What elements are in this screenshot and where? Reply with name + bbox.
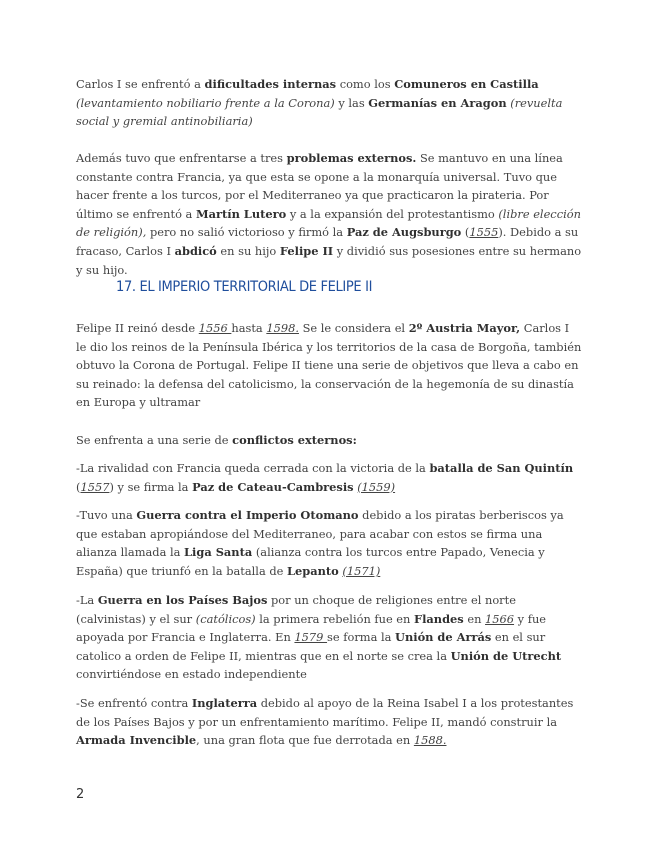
- italic-note: (católicos): [195, 611, 256, 626]
- page-number: 2: [76, 787, 85, 802]
- bold-term: dificultades internas: [204, 77, 337, 91]
- paragraph-england: [76, 694, 582, 750]
- paragraph-low-countries: [76, 591, 582, 684]
- text-run: Carlos I se enfrentó a: [76, 77, 205, 91]
- bold-term: Felipe II: [279, 243, 334, 258]
- date-link: 1555: [469, 225, 499, 240]
- date-link: 1566: [485, 611, 515, 626]
- bold-term: Liga Santa: [184, 545, 253, 560]
- bold-term: Germanías en Aragon: [368, 95, 507, 110]
- italic-note: (levantamiento nobiliario frente a la Corona): [76, 95, 335, 110]
- date-link: (1559): [357, 479, 396, 494]
- text-run: Se enfrenta a una serie de: [76, 433, 233, 447]
- bold-term: Martín Lutero: [195, 206, 287, 221]
- text-run: Felipe II reinó desde: [76, 321, 199, 335]
- paragraph-external-problems: [76, 149, 582, 279]
- italic-note: (libre elección de religión),: [76, 206, 581, 240]
- text-run: y fue apoyada por Francia e Inglaterra. En: [76, 611, 547, 645]
- date-link: 1598.: [266, 321, 299, 335]
- text-run: hasta: [231, 321, 267, 335]
- paragraph-internal-difficulties: [76, 75, 582, 131]
- text-run: Se le considera el: [298, 321, 409, 335]
- bold-term: batalla de San Quintín: [429, 461, 574, 475]
- date-link: 1557: [80, 479, 110, 494]
- text-run: (alianza contra los turcos entre Papado, Venecia y España) que triunfó en la batalla de: [76, 545, 545, 578]
- text-run: en el sur catolico a orden de Felipe II, mientras que en el norte se crea la: [76, 630, 546, 663]
- bold-term: Unión de Arrás: [395, 630, 492, 645]
- section-heading: 17. EL IMPERIO TERRITORIAL DE FELIPE II: [116, 279, 373, 295]
- bold-term: Paz de Cateau-Cambresis: [192, 479, 354, 494]
- paragraph-ottoman: [76, 506, 582, 580]
- bold-term: Guerra contra el Imperio Otomano: [136, 508, 359, 522]
- text-run: (: [461, 225, 470, 240]
- text-run: pero no salió victorioso y firmó la: [146, 225, 347, 240]
- date-link: (1571): [342, 563, 381, 578]
- text-run: como los: [336, 77, 395, 91]
- text-run: por un choque de religiones entre el norte (calvinistas) y el sur: [76, 593, 516, 626]
- text-run: ). Debido a su fracaso, Carlos I: [76, 225, 579, 258]
- date-link: 1556: [198, 321, 232, 335]
- date-link: 1588.: [413, 733, 447, 748]
- text-run: Además tuvo que enfrentarse a tres: [76, 151, 287, 165]
- text-run: en: [463, 611, 486, 626]
- text-run: en su hijo: [216, 243, 280, 258]
- text-run: y a la expansión del protestantismo: [286, 206, 499, 221]
- bold-term: Unión de Utrecht: [450, 648, 562, 663]
- text-run: y las: [334, 95, 369, 110]
- text-run: ) y se firma la: [109, 479, 193, 494]
- bold-term: problemas externos.: [286, 151, 417, 165]
- text-run: Se mantuvo en una línea constante contra Francia, ya que esta se opone a la monarquía universal. Tuvo que hacer frente a los turcos, por el Mediterraneo ya que practicaron la pirateria. Por último se enfrentó a: [76, 151, 563, 221]
- text-run: -La rivalidad con Francia queda cerrada con la victoria de la: [76, 461, 430, 475]
- paragraph-felipe-reign: [76, 319, 582, 412]
- text-run: debido al apoyo de la Reina Isabel I a los protestantes de los Países Bajos y por un enfrentamiento marítimo. Felipe II, mandó construir la: [76, 696, 574, 729]
- text-run: convirtiéndose en estado independiente: [76, 667, 307, 682]
- italic-note: (revuelta social y gremial antinobiliaria): [76, 95, 563, 129]
- bold-term: abdicó: [174, 243, 217, 258]
- bold-term: Armada Invencible: [76, 733, 197, 748]
- bold-term: Guerra en los Países Bajos: [97, 593, 268, 607]
- bold-term: Lepanto: [287, 563, 339, 578]
- text-run: -Tuvo una: [76, 508, 137, 522]
- bold-term: 2º Austria Mayor,: [408, 321, 521, 335]
- bold-term: Paz de Augsburgo: [346, 225, 462, 240]
- text-run: -La: [76, 593, 98, 607]
- text-run: Carlos I le dio los reinos de la Península Ibérica y los territorios de la casa de Borgoña, también obtuvo la Corona de Portugal. Felipe II tiene una serie de objetivos que lleva a cabo en su reinado: la defensa del catolicismo, la conservación de la hegemonía de su dinastía en Europa y ultramar: [76, 321, 582, 410]
- text-run: y dividió sus posesiones entre su hermano y su hijo.: [76, 243, 582, 277]
- date-link: 1579: [294, 630, 328, 645]
- text-run: , una gran flota que fue derrotada en: [196, 733, 414, 748]
- text-run: la primera rebelión fue en: [255, 611, 415, 626]
- text-run: (: [76, 479, 81, 494]
- paragraph-conflicts-intro: [76, 431, 582, 450]
- paragraph-france: [76, 459, 582, 496]
- bold-term: conflictos externos:: [232, 433, 357, 447]
- text-run: debido a los piratas berberiscos ya que estaban apropiándose del Mediterraneo, para acabar con estos se firma una alianza llamada la: [76, 508, 564, 560]
- bold-term: Flandes: [414, 611, 464, 626]
- bold-term: Comuneros en Castilla: [394, 77, 539, 91]
- text-run: se forma la: [327, 630, 396, 645]
- text-run: -Se enfrentó contra: [76, 696, 192, 710]
- bold-term: Inglaterra: [191, 696, 258, 710]
